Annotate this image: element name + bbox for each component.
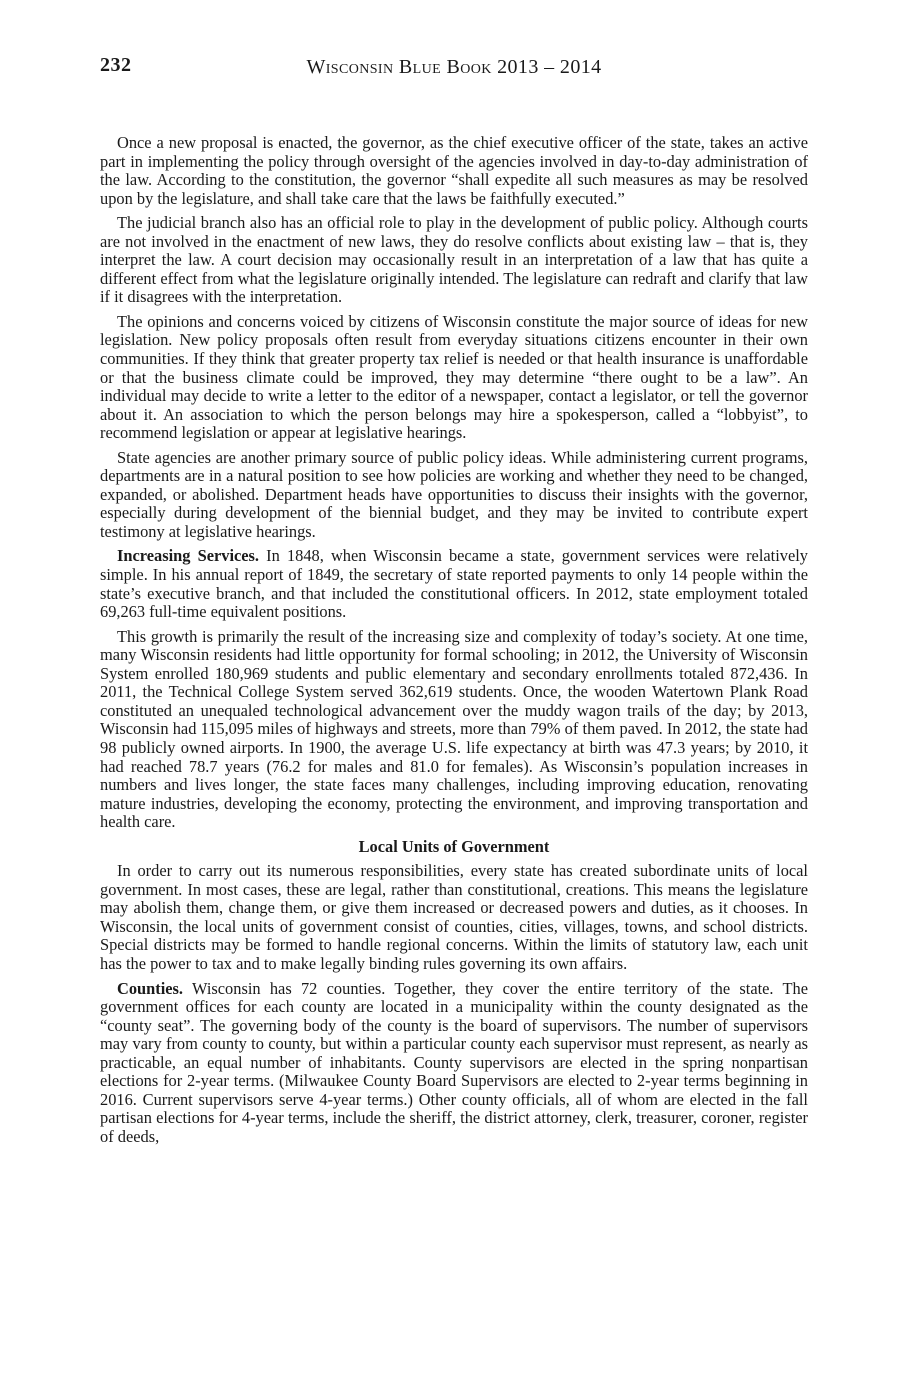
paragraph [100, 214, 808, 307]
paragraph-text: In order to carry out its numerous responsibilities, every state has created subordinate units of local government. In most cases, these are legal, rather than constitutional, creations. This means the legislature may abolish them, change them, or give them increased or decreased powers and duties, as it chooses. In Wisconsin, the local units of government consist of counties, cities, villages, towns, and school districts. Special districts may be formed to handle regional concerns. Within the limits of statutory law, each unit has the power to tax and to make legally binding rules governing its own affairs. [100, 861, 808, 973]
paragraph [100, 134, 808, 208]
paragraph-text: Once a new proposal is enacted, the governor, as the chief executive officer of the state, takes an active part in implementing the policy through oversight of the agencies involved in day-to-day administration of the law. According to the constitution, the governor “shall expedite all such measures as may be resolved upon by the legislature, and shall take care that the laws be faithfully executed.” [100, 133, 808, 208]
paragraph [100, 862, 808, 973]
running-title: Wisconsin Blue Book 2013 – 2014 [306, 56, 602, 78]
paragraph-text: In 1848, when Wisconsin became a state, government services were relatively simple. In his annual report of 1849, the secretary of state reported payments to only 14 people within the state’s executive branch, and that included the constitutional officers. In 2012, state employment totaled 69,263 full-time equivalent positions. [100, 546, 808, 622]
body-text [100, 134, 808, 1152]
run-in-heading: Counties. [117, 978, 184, 998]
paragraph-text: This growth is primarily the result of the increasing size and complexity of today’s society. At one time, many Wisconsin residents had little opportunity for formal schooling; in 2012, the University of Wisconsin System enrolled 180,969 students and public elementary and secondary enrollments totaled 872,436. In 2011, the Technical College System served 362,619 students. Once, the wooden Watertown Plank Road constituted an unequaled technological advancement over the muddy wagon trails of the day; by 2013, Wisconsin had 115,095 miles of highways and streets, more than 79% of them paved. In 2012, the state had 98 publicly owned airports. In 1900, the average U.S. life expectancy at birth was 47.3 years; by 2010, it had reached 78.7 years (76.2 for males and 81.0 for females). As Wisconsin’s population increases in numbers and lives longer, the state faces many challenges, including improving education, renovating mature industries, developing the economy, protecting the environment, and improving transportation and health care. [100, 626, 808, 832]
paragraph-text: State agencies are another primary source of public policy ideas. While administering current programs, departments are in a natural position to see how policies are working and whether they need to be changed, expanded, or abolished. Department heads have opportunities to discuss their insights with the governor, especially during development of the biennial budget, and they may be invited to contribute expert testimony at legislative hearings. [100, 447, 808, 541]
paragraph [100, 547, 808, 621]
run-in-heading: Increasing Services. [117, 546, 260, 566]
paragraph [100, 980, 808, 1147]
paragraph-text: The opinions and concerns voiced by citizens of Wisconsin constitute the major source of ideas for new legislation. New policy proposals often result from everyday situations citizens encounter in their own communities. If they think that greater property tax relief is needed or that health insurance is unaffordable or that the business climate could be improved, they may determine “there ought to be a law”. An individual may decide to write a letter to the editor of a newspaper, contact a legislator, or tell the governor about it. An association to which the person belongs may hire a spokesperson, called a “lobbyist”, to recommend legislation or appear at legislative hearings. [100, 311, 808, 443]
paragraph-text: Wisconsin has 72 counties. Together, they cover the entire territory of the state. The government offices for each county are located in a municipality within the county designated as the “county seat”. The governing body of the county is the board of supervisors. The number of supervisors may vary from county to county, but within a particular county each supervisor must represent, as nearly as practicable, an equal number of inhabitants. County supervisors are elected in the spring nonpartisan elections for 2-year terms. (Milwaukee County Board Supervisors are elected to 2-year terms beginning in 2016. Current supervisors serve 4-year terms.) Other county officials, all of whom are elected in the fall partisan elections for 4-year terms, include the sheriff, the district attorney, clerk, treasurer, coroner, register of deeds, [100, 978, 808, 1146]
paragraph [100, 449, 808, 542]
page-number: 232 [100, 54, 132, 76]
section-heading: Local Units of Government [358, 836, 550, 856]
paragraph-text: The judicial branch also has an official role to play in the development of public policy. Although courts are not involved in the enactment of new laws, they do resolve conflicts about existing law – that is, they interpret the law. A court decision may occasionally result in an interpretation of a law that has quite a different effect from what the legislature originally intended. The legislature can redraft and clarify that law if it disagrees with the interpretation. [100, 213, 808, 307]
paragraph [100, 628, 808, 832]
page-header [100, 52, 808, 82]
paragraph [100, 313, 808, 443]
